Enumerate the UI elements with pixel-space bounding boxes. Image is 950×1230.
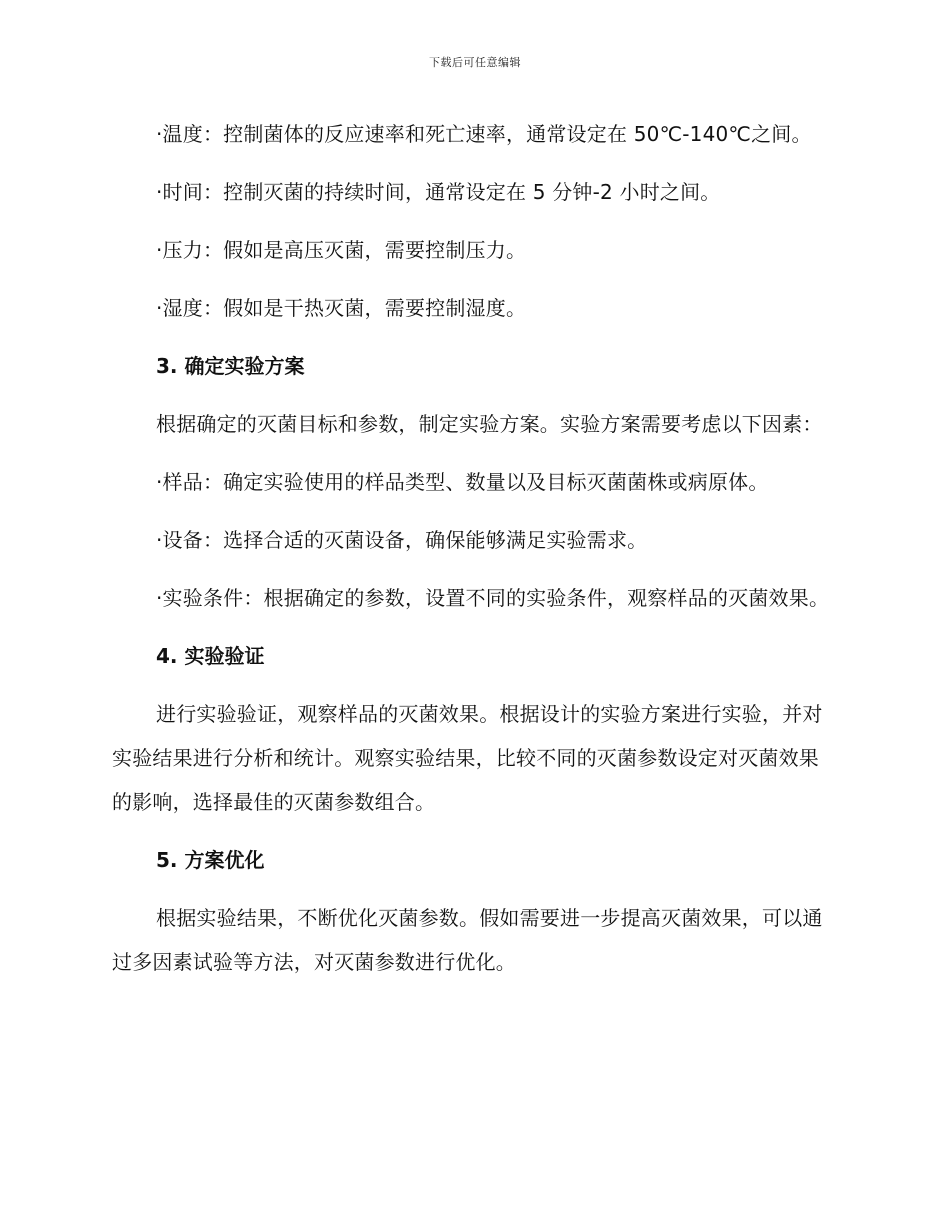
bullet-humidity: ·湿度：假如是干热灭菌，需要控制湿度。 [156, 296, 527, 320]
bullet-time: ·时间：控制灭菌的持续时间，通常设定在 5 分钟-2 小时之间。 [156, 180, 721, 204]
header-note: 下载后可任意编辑 [429, 56, 521, 69]
section-heading-4: 4. 实验验证 [156, 644, 265, 668]
section-heading-5: 5. 方案优化 [156, 848, 265, 872]
section-paragraph-4: 进行实验验证，观察样品的灭菌效果。根据设计的实验方案进行实验，并对实验结果进行分析和统计。观察实验结果，比较不同的灭菌参数设定对灭菌效果的影响，选择最佳的灭菌参数组合。 [112, 702, 823, 814]
bullet-temperature: ·温度：控制菌体的反应速率和死亡速率，通常设定在 50℃-140℃之间。 [156, 122, 812, 146]
bullet-sample: ·样品：确定实验使用的样品类型、数量以及目标灭菌菌株或病原体。 [156, 470, 769, 494]
bullet-equipment: ·设备：选择合适的灭菌设备，确保能够满足实验需求。 [156, 528, 648, 552]
section-heading-3: 3. 确定实验方案 [156, 354, 305, 378]
bullet-pressure: ·压力：假如是高压灭菌，需要控制压力。 [156, 238, 527, 262]
bullet-conditions: ·实验条件：根据确定的参数，设置不同的实验条件，观察样品的灭菌效果。 [156, 586, 830, 610]
section-paragraph-5: 根据实验结果，不断优化灭菌参数。假如需要进一步提高灭菌效果，可以通过多因素试验等方法，对灭菌参数进行优化。 [112, 906, 823, 974]
section-paragraph-3: 根据确定的灭菌目标和参数，制定实验方案。实验方案需要考虑以下因素： [156, 412, 823, 436]
document-body [112, 112, 834, 998]
